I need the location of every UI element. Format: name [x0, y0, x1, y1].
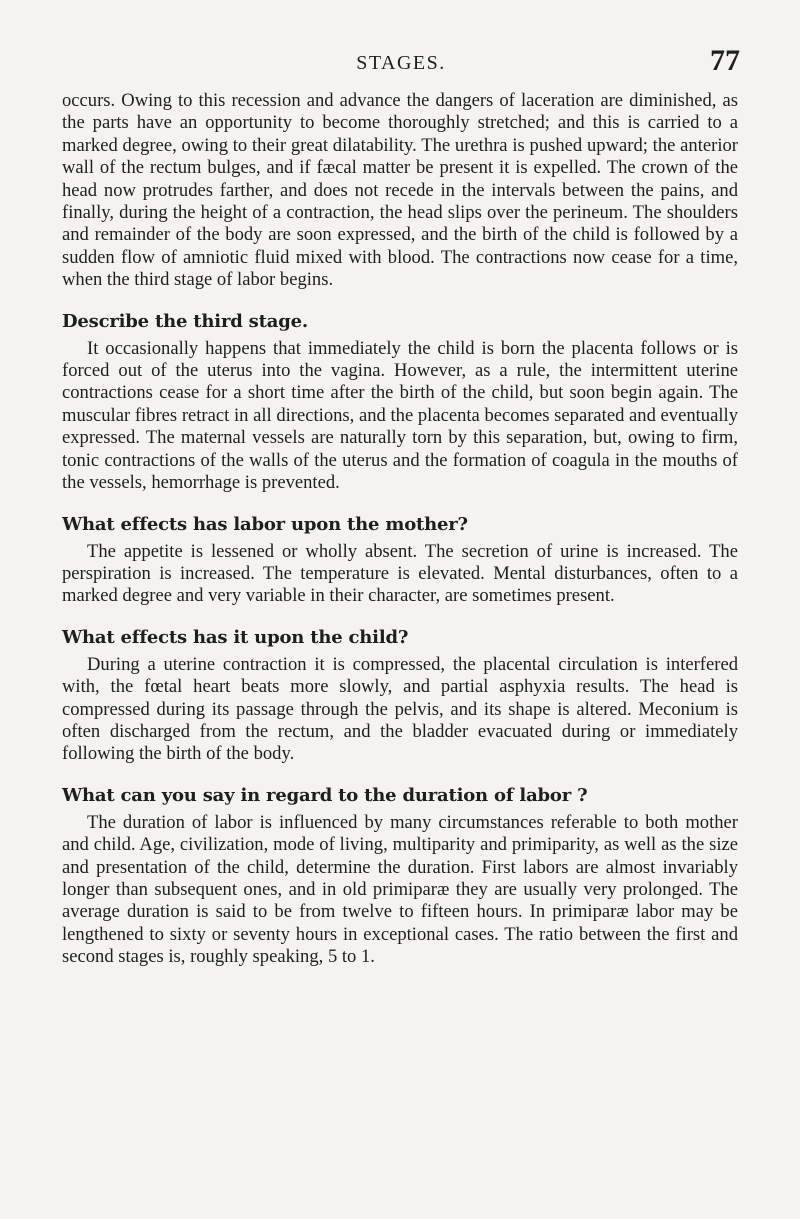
section-heading: What effects has labor upon the mother?: [62, 513, 468, 535]
section-heading: What effects has it upon the child?: [62, 626, 409, 648]
running-title: STAGES.: [356, 52, 446, 74]
section-heading: Describe the third stage.: [62, 310, 308, 332]
running-header: [62, 44, 740, 84]
section-paragraph: The duration of labor is influenced by many circumstances referable to both mother and child. Age, civilization, mode of living, multiparity and primiparity, as well as the size and presentation of the child, determine the duration. First labors are almost invariably longer than subsequent ones, and in old primiparæ they are usually very prolonged. The average duration is said to be from twelve to fifteen hours. In primiparæ labor may be lengthened to sixty or seventy hours in exceptional cases. The ratio between the first and second stages is, roughly speaking, 5 to 1.: [62, 811, 738, 968]
opening-paragraph: occurs. Owing to this recession and advance the dangers of laceration are diminished, as the parts have an opportunity to become thoroughly stretched; and this is carried to a marked degree, owing to their great dilatability. The urethra is pushed upward; the anterior wall of the rectum bulges, and if fæcal matter be present it is expelled. The crown of the head now protrudes farther, and does not recede in the intervals between the pains, and finally, during the height of a contraction, the head slips over the perineum. The shoulders and remainder of the body are soon expressed, and the birth of the child is followed by a sudden flow of amniotic fluid mixed with blood. The contractions now cease for a time, when the third stage of labor begins.: [62, 90, 738, 291]
page-number: 77: [710, 44, 740, 77]
section-paragraph: It occasionally happens that immediately the child is born the placenta follows or is forced out of the uterus into the vagina. However, as a rule, the intermittent uterine contractions cease for a short time after the birth of the child, but soon begin again. The muscular fibres retract in all directions, and the placenta becomes separated and eventually expressed. The maternal vessels are naturally torn by this separation, but, owing to firm, tonic contractions of the walls of the uterus and the formation of coagula in the mouths of the vessels, hemorrhage is prevented.: [62, 337, 738, 494]
page-body: [62, 90, 738, 969]
section-heading: What can you say in regard to the duration of labor ?: [62, 784, 588, 806]
section-paragraph: The appetite is lessened or wholly absent. The secretion of urine is increased. The perspiration is increased. The temperature is elevated. Mental disturbances, often to a marked degree and very variable in their character, are sometimes present.: [62, 540, 738, 607]
section-paragraph: During a uterine contraction it is compressed, the placental circulation is interfered with, the fœtal heart beats more slowly, and partial asphyxia results. The head is compressed during its passage through the pelvis, and its shape is altered. Meconium is often discharged from the rectum, and the bladder evacuated during or immediately following the birth of the body.: [62, 653, 738, 765]
